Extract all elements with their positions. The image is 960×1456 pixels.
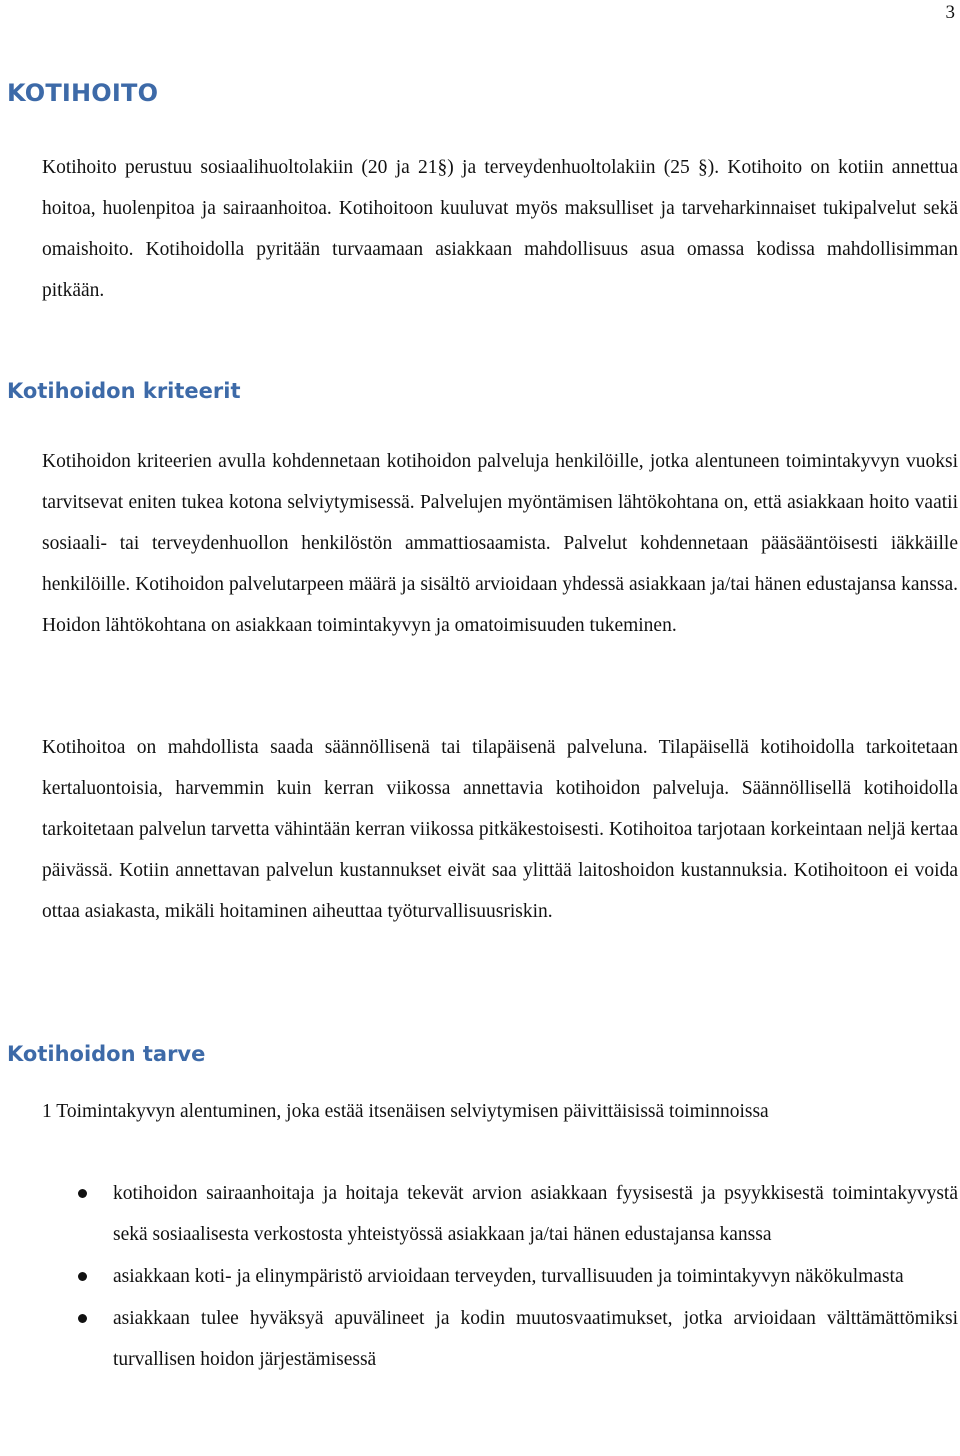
need-item-title: 1 Toimintakyvyn alentuminen, joka estää itsenäisen selviytymisen päivittäisissä toiminnoissa — [42, 1101, 769, 1122]
criteria-heading: Kotihoidon kriteerit — [7, 379, 241, 403]
need-heading: Kotihoidon tarve — [7, 1042, 206, 1066]
criteria-paragraph-1: Kotihoidon kriteerien avulla kohdennetaan kotihoidon palveluja henkilöille, jotka alentuneen toimintakyvyn vuoksi tarvitsevat eniten tukea kotona selviytymisessä. Palvelujen myöntämisen lähtökohtana on, että asiakkaan hoito vaatii sosiaali- tai terveydenhuollon henkilöstön ammattiosaamista. Palvelut kohdennetaan pääsääntöisesti iäkkäille henkilöille. Kotihoidon palvelutarpeen määrä ja sisältö arvioidaan yhdessä asiakkaan ja/tai hänen edustajansa kanssa. Hoidon lähtökohtana on asiakkaan toimintakyvyn ja omatoimisuuden tukeminen. — [42, 451, 958, 636]
need-bullet-list — [0, 1173, 960, 1381]
list-item-text: kotihoidon sairaanhoitaja ja hoitaja tekevät arvion asiakkaan fyysisestä ja psyykkisestä toimintakyvystä sekä sosiaalisesta verkostosta yhteistyössä asiakkaan ja/tai hänen edustajansa kanssa — [113, 1183, 958, 1245]
list-item — [0, 1298, 960, 1380]
list-item — [0, 1256, 960, 1297]
page-title: KOTIHOITO — [7, 79, 159, 107]
bullet-dot-icon — [78, 1189, 87, 1198]
bullet-dot-icon — [78, 1314, 87, 1323]
list-item-text: asiakkaan tulee hyväksyä apuvälineet ja kodin muutosvaatimukset, jotka arvioidaan välttämättömiksi turvallisen hoidon järjestämisessä — [113, 1308, 958, 1370]
page-number: 3 — [945, 2, 955, 23]
list-item-text: asiakkaan koti- ja elinympäristö arvioidaan terveyden, turvallisuuden ja toimintakyvyn näkökulmasta — [113, 1266, 904, 1287]
criteria-paragraph-2: Kotihoitoa on mahdollista saada säännöllisenä tai tilapäisenä palveluna. Tilapäisellä kotihoidolla tarkoitetaan kertaluontoisia, harvemmin kuin kerran viikossa annettavia kotihoidon palveluja. Säännöllisellä kotihoidolla tarkoitetaan palvelun tarvetta vähintään kerran viikossa pitkäkestoisesti. Kotihoitoa tarjotaan korkeintaan neljä kertaa päivässä. Kotiin annettavan palvelun kustannukset eivät saa ylittää laitoshoidon kustannuksia. Kotihoitoon ei voida ottaa asiakasta, mikäli hoitaminen aiheuttaa työturvallisuusriskin. — [42, 737, 958, 922]
bullet-dot-icon — [78, 1272, 87, 1281]
list-item — [0, 1173, 960, 1255]
intro-paragraph: Kotihoito perustuu sosiaalihuoltolakiin (20 ja 21§) ja terveydenhuoltolakiin (25 §). Kotihoito on kotiin annettua hoitoa, huolenpitoa ja sairaanhoitoa. Kotihoitoon kuuluvat myös maksulliset ja tarveharkinnaiset tukipalvelut sekä omaishoito. Kotihoidolla pyritään turvaamaan asiakkaan mahdollisuus asua omassa kodissa mahdollisimman pitkään. — [42, 157, 958, 301]
